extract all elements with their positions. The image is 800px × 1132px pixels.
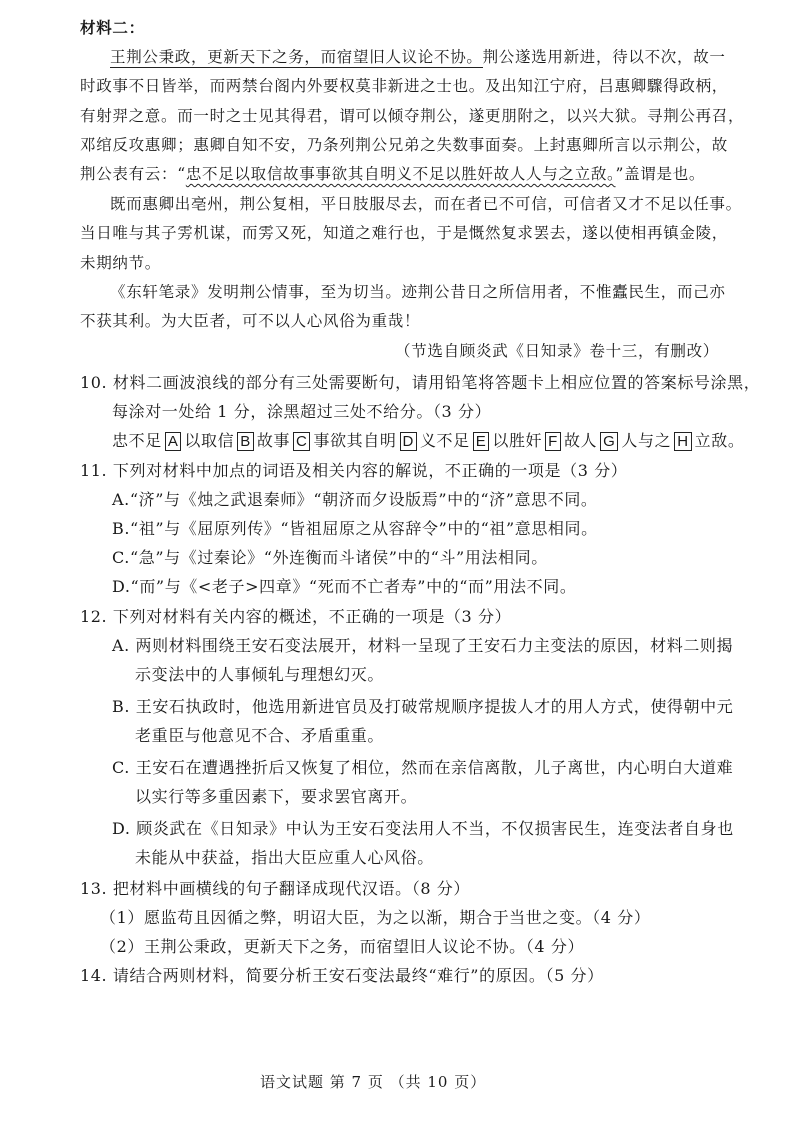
wavy-underlined-sentence: 忠不足以取信故事事欲其自明义不足以胜奸故人人与之立敌。 bbox=[185, 165, 616, 183]
break-marker-c: C bbox=[293, 432, 310, 451]
passage-line: 时政事不日皆举，而两禁台阁内外要权莫非新进之士也。及出知江宁府，吕惠卿驟得政柄， bbox=[80, 77, 729, 95]
passage-line: 当日唯与其子雱机谋，而雱又死，知道之难行也，于是慨然复求罢去，遂以使相再镇金陵， bbox=[80, 224, 729, 242]
passage-line: 邓绾反攻惠卿；惠卿自知不安，乃条列荆公兄弟之失数事面奏。上封惠卿所言以示荆公，故 bbox=[80, 136, 729, 154]
passage-line: 有射羿之意。而一时之士见其得君，谓可以倾夺荆公，遂更朋附之，以兴大狱。寻荆公再召， bbox=[80, 107, 745, 125]
question-12-option-b-cont: 老重臣与他意见不合、矛盾重重。 bbox=[135, 726, 385, 745]
question-10-stem: 每涂对一处给 1 分，涂黑超过三处不给分。（3 分） bbox=[112, 402, 492, 421]
break-marker-e: E bbox=[473, 432, 490, 451]
passage-text: 荆公遂选用新进，待以不次，故一 bbox=[482, 48, 726, 66]
question-12-option-a-cont: 示变法中的人事倾轧与理想幻灭。 bbox=[135, 665, 385, 684]
segment-text: 故事 bbox=[256, 431, 291, 450]
question-11-stem: 11. 下列对材料中加点的词语及相关内容的解说，不正确的一项是（3 分） bbox=[80, 461, 628, 480]
question-11-option-c: C.“急”与《过秦论》“外连衡而斗诸侯”中的“斗”用法相同。 bbox=[112, 548, 548, 567]
question-10-segmented-sentence bbox=[112, 431, 744, 451]
page-footer: 语文试题 第 7 页 （共 10 页） bbox=[260, 1073, 487, 1091]
question-12-option-c: C. 王安石在遭遇挫折后又恢复了相位，然而在亲信离散，儿子离世，内心明白大道难 bbox=[112, 758, 734, 777]
material-heading: 材料二： bbox=[80, 18, 145, 37]
question-12-option-d-cont: 未能从中获益，指出大臣应重人心风俗。 bbox=[135, 848, 434, 867]
question-12-option-c-cont: 以实行等多重因素下，要求罢官离开。 bbox=[135, 787, 418, 806]
segment-text: 忠不足 bbox=[112, 431, 162, 450]
passage-line bbox=[110, 47, 726, 67]
question-12-stem: 12. 下列对材料有关内容的概述，不正确的一项是（3 分） bbox=[80, 607, 512, 626]
question-11-option-b: B.“祖”与《屈原列传》“皆祖屈原之从容辞令”中的“祖”意思相同。 bbox=[112, 519, 598, 538]
segment-text: 故人 bbox=[563, 431, 598, 450]
underlined-sentence: 王荆公秉政，更新天下之务，而宿望旧人议论不协。 bbox=[110, 48, 483, 66]
question-11-option-d: D.“而”与《<老子>四章》“死而不亡者寿”中的“而”用法不同。 bbox=[112, 577, 577, 596]
passage-text: ”盖谓是也。 bbox=[615, 165, 706, 183]
question-13-stem: 13. 把材料中画横线的句子翻译成现代汉语。（8 分） bbox=[80, 879, 470, 898]
break-marker-d: D bbox=[400, 432, 417, 451]
question-13-item-2: （2）王荆公秉政，更新天下之务，而宿望旧人议论不协。（4 分） bbox=[100, 937, 585, 956]
passage-line: 既而惠卿出亳州，荆公复相，平日肢服尽去，而在者已不可信，可信者又才不足以任事。 bbox=[110, 195, 742, 213]
segment-text: 以胜奸 bbox=[492, 431, 543, 450]
passage-line: 《东轩笔录》发明荆公情事，至为切当。迹荆公昔日之所信用者，不惟蠹民生，而己亦 bbox=[110, 283, 726, 301]
question-10-stem: 10. 材料二画波浪线的部分有三处需要断句，请用铅笔将答题卡上相应位置的答案标号涂黑， bbox=[80, 373, 761, 392]
break-marker-a: A bbox=[165, 432, 182, 451]
question-14-stem: 14. 请结合两则材料，简要分析王安石变法最终“难行”的原因。（5 分） bbox=[80, 966, 604, 985]
segment-text: 义不足 bbox=[419, 431, 470, 450]
break-marker-b: B bbox=[237, 432, 254, 451]
passage-line: 不获其利。为大臣者，可不以人心风俗为重哉！ bbox=[80, 312, 421, 330]
passage-line bbox=[80, 164, 705, 184]
break-marker-h: H bbox=[674, 432, 691, 451]
break-marker-f: F bbox=[545, 432, 561, 451]
question-12-option-a: A. 两则材料围绕王安石变法展开，材料一呈现了王安石力主变法的原因，材料二则揭 bbox=[112, 636, 734, 655]
source-citation: （节选自顾炎武《日知录》卷十三，有删改） bbox=[395, 342, 720, 360]
question-11-option-a: A.“济”与《烛之武退秦师》“朝济而夕设版焉”中的“济”意思不同。 bbox=[112, 490, 598, 509]
segment-text: 以取信 bbox=[184, 431, 235, 450]
segment-text: 事欲其自明 bbox=[313, 431, 397, 450]
passage-line: 未期纳节。 bbox=[80, 254, 162, 272]
question-12-option-d: D. 顾炎武在《日知录》中认为王安石变法用人不当，不仅损害民生，连变法者自身也 bbox=[112, 819, 734, 838]
question-12-option-b: B. 王安石执政时，他选用新进官员及打破常规顺序提拔人才的用人方式，使得朝中元 bbox=[112, 697, 734, 716]
question-13-item-1: （1）愿监苟且因循之弊，明诏大臣，为之以渐，期合于当世之变。（4 分） bbox=[100, 908, 651, 927]
passage-text: 荆公表有云：“ bbox=[80, 165, 186, 183]
segment-text: 立敌。 bbox=[694, 431, 745, 450]
segment-text: 人与之 bbox=[621, 431, 672, 450]
break-marker-g: G bbox=[600, 432, 618, 451]
